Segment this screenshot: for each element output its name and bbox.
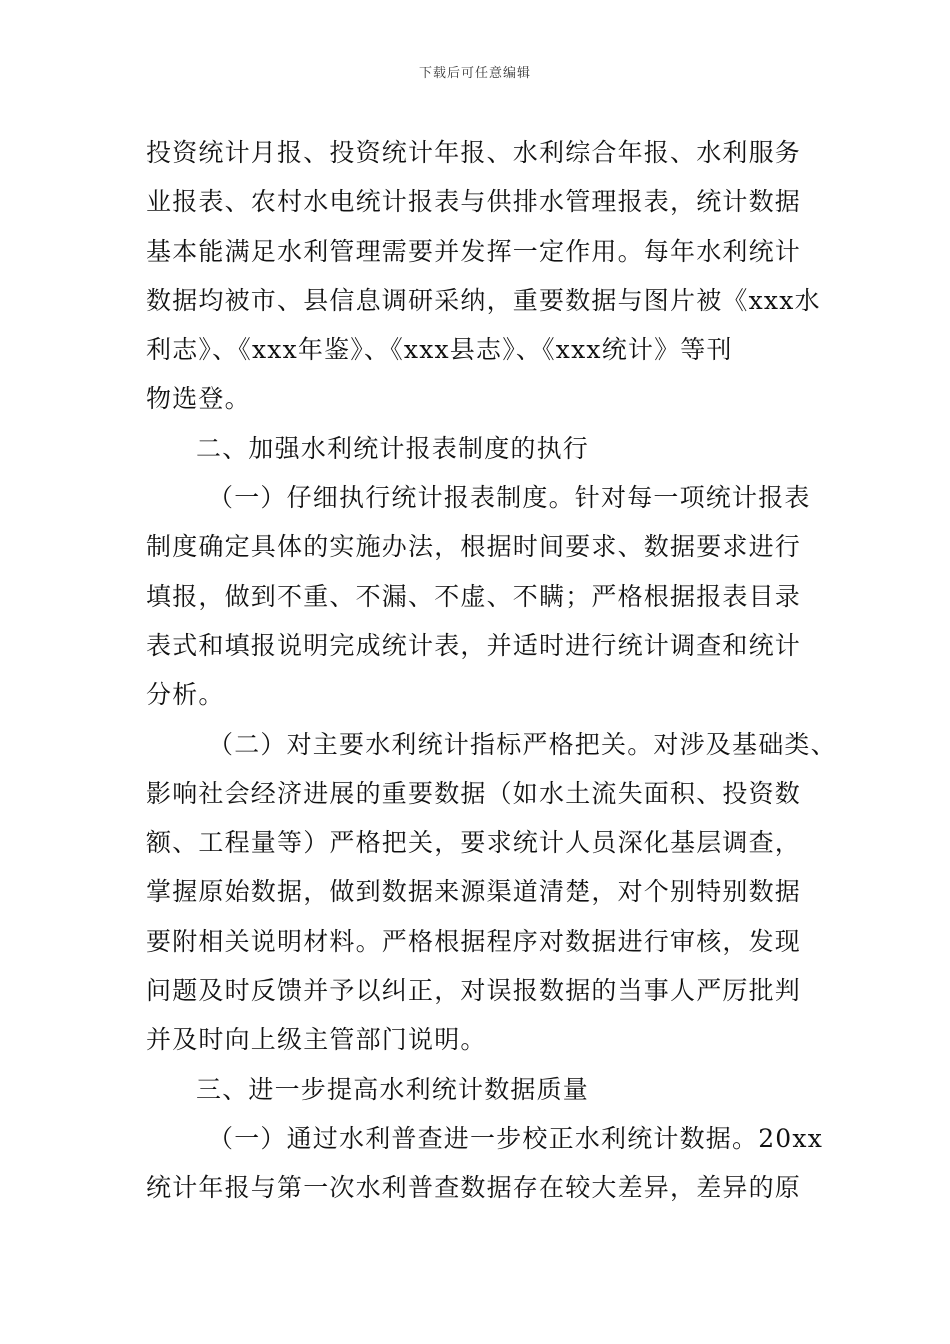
page-header: 下载后可任意编辑 <box>418 66 531 81</box>
text-line: 利志》、《xxx年鉴》、《xxx县志》、《xxx统计》等刊 <box>146 335 733 365</box>
paragraph-start: （一）仔细执行统计报表制度。针对每一项统计报表 <box>208 483 811 513</box>
text-line: 业报表、农村水电统计报表与供排水管理报表，统计数据 <box>146 187 802 217</box>
text-line: 表式和填报说明完成统计表，并适时进行统计调查和统计 <box>146 630 802 660</box>
text-line: 统计年报与第一次水利普查数据存在较大差异，差异的原 <box>146 1173 802 1203</box>
text-line: 掌握原始数据，做到数据来源渠道清楚，对个别特别数据 <box>146 877 802 907</box>
text-line: 影响社会经济进展的重要数据（如水土流失面积、投资数 <box>146 778 802 808</box>
text-line: 数据均被市、县信息调研采纳，重要数据与图片被《xxx水 <box>146 285 821 315</box>
text-line: 额、工程量等）严格把关，要求统计人员深化基层调查， <box>146 828 802 858</box>
text-line: 投资统计月报、投资统计年报、水利综合年报、水利服务 <box>146 138 802 167</box>
paragraph-start: （二）对主要水利统计指标严格把关。对涉及基础类、 <box>208 729 837 759</box>
text-line: 分析。 <box>146 680 225 710</box>
paragraph-start: （一）通过水利普查进一步校正水利统计数据。20xx <box>208 1123 824 1153</box>
section-heading: 二、加强水利统计报表制度的执行 <box>196 433 590 463</box>
text-line: 填报，做到不重、不漏、不虚、不瞒；严格根据报表目录 <box>146 581 802 611</box>
text-line: 并及时向上级主管部门说明。 <box>146 1025 487 1055</box>
text-line: 基本能满足水利管理需要并发挥一定作用。每年水利统计 <box>146 236 802 266</box>
section-heading: 三、进一步提高水利统计数据质量 <box>196 1074 590 1104</box>
text-line: 问题及时反馈并予以纠正，对误报数据的当事人严厉批判 <box>146 976 802 1006</box>
document-body <box>146 128 846 1213</box>
text-line: 要附相关说明材料。严格根据程序对数据进行审核，发现 <box>146 926 802 956</box>
text-line: 物选登。 <box>146 384 251 414</box>
text-line: 制度确定具体的实施办法，根据时间要求、数据要求进行 <box>146 532 802 562</box>
